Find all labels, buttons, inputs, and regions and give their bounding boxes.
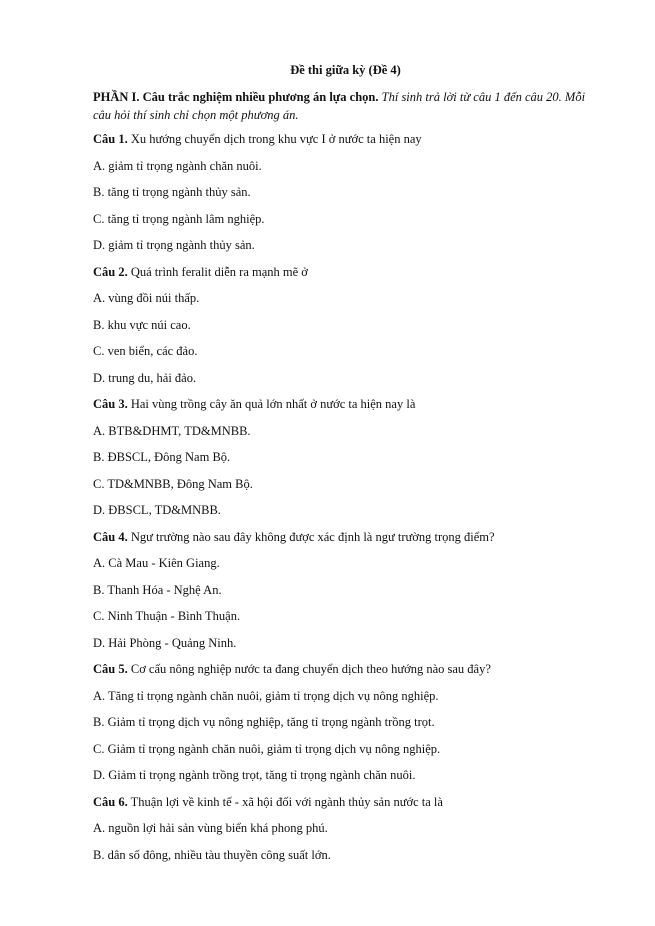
answer-option-c: C. Ninh Thuận - Bình Thuận. — [93, 609, 241, 623]
answer-option-a: A. giảm tỉ trọng ngành chăn nuôi. — [93, 158, 262, 173]
answer-option-a: A. BTB&DHMT, TD&MNBB. — [93, 423, 251, 438]
answer-option-b: B. dân số đông, nhiều tàu thuyền công suất lớn. — [93, 847, 331, 862]
answer-option-c: C. ven biển, các đảo. — [93, 344, 198, 358]
question-number: Câu 1. — [93, 132, 128, 146]
answer-option-b: B. ĐBSCL, Đông Nam Bộ. — [93, 450, 231, 464]
question-2 — [93, 263, 598, 396]
question-stem — [93, 528, 598, 555]
question-number: Câu 2. — [93, 264, 128, 279]
answer-option-a: A. vùng đồi núi thấp. — [93, 291, 200, 305]
question-text: Ngư trường nào sau đây không được xác định là ngư trường trọng điểm? — [130, 529, 495, 544]
exam-title: Đề thi giữa kỳ (Đề 4) — [290, 63, 401, 77]
answer-option-c: C. Giảm tỉ trọng ngành chăn nuôi, giảm tỉ trọng dịch vụ nông nghiệp. — [93, 741, 441, 756]
question-stem — [93, 263, 598, 290]
question-4 — [93, 528, 598, 661]
answer-option-d: D. Giảm tỉ trọng ngành trồng trọt, tăng tỉ trọng ngành chăn nuôi. — [93, 768, 416, 782]
answer-option-d: D. Hải Phòng - Quảng Ninh. — [93, 635, 237, 650]
answer-option-b: B. Thanh Hóa - Nghệ An. — [93, 582, 222, 597]
question-list — [93, 130, 598, 872]
question-number: Câu 3. — [93, 397, 128, 411]
question-text: Hai vùng trồng cây ăn quả lớn nhất ở nước ta hiện nay là — [130, 397, 416, 411]
exam-page — [93, 62, 598, 872]
question-stem — [93, 130, 598, 157]
section-instruction: Thí sinh trả lời từ câu 1 đến câu 20. Mỗi câu hỏi thí sinh chỉ chọn một phương án. — [93, 90, 586, 122]
question-number: Câu 4. — [93, 529, 128, 544]
answer-option-a: A. Tăng tỉ trọng ngành chăn nuôi, giảm tỉ trọng dịch vụ nông nghiệp. — [93, 688, 439, 703]
answer-option-a: A. nguồn lợi hải sản vùng biển khá phong phú. — [93, 821, 328, 835]
question-text: Thuận lợi về kinh tế - xã hội đối với ngành thủy sản nước ta là — [130, 794, 443, 809]
section-label: PHẦN I. Câu trắc nghiệm nhiều phương án lựa chọn. — [93, 90, 379, 104]
question-6 — [93, 793, 598, 873]
question-text: Xu hướng chuyển dịch trong khu vực I ở nước ta hiện nay — [130, 132, 422, 146]
question-number: Câu 5. — [93, 662, 128, 676]
question-text: Cơ cấu nông nghiệp nước ta đang chuyển dịch theo hướng nào sau đây? — [130, 662, 491, 676]
answer-option-a: A. Cà Mau - Kiên Giang. — [93, 556, 220, 570]
question-number: Câu 6. — [93, 794, 128, 809]
question-1 — [93, 130, 598, 263]
question-stem — [93, 793, 598, 820]
answer-option-d: D. trung du, hải đảo. — [93, 370, 197, 385]
question-stem — [93, 395, 598, 422]
answer-option-d: D. ĐBSCL, TD&MNBB. — [93, 503, 221, 517]
question-5 — [93, 660, 598, 793]
answer-option-b: B. khu vực núi cao. — [93, 317, 191, 332]
section-intro — [93, 88, 598, 124]
question-text: Quá trình feralit diễn ra mạnh mẽ ở — [130, 264, 308, 279]
answer-option-b: B. tăng tỉ trọng ngành thủy sản. — [93, 185, 251, 199]
question-stem — [93, 660, 598, 687]
answer-option-c: C. tăng tỉ trọng ngành lâm nghiệp. — [93, 211, 265, 226]
answer-option-d: D. giảm tỉ trọng ngành thủy sản. — [93, 238, 255, 252]
answer-option-c: C. TD&MNBB, Đông Nam Bộ. — [93, 476, 253, 491]
question-3 — [93, 395, 598, 528]
answer-option-b: B. Giảm tỉ trọng dịch vụ nông nghiệp, tăng tỉ trọng ngành trồng trọt. — [93, 715, 435, 729]
